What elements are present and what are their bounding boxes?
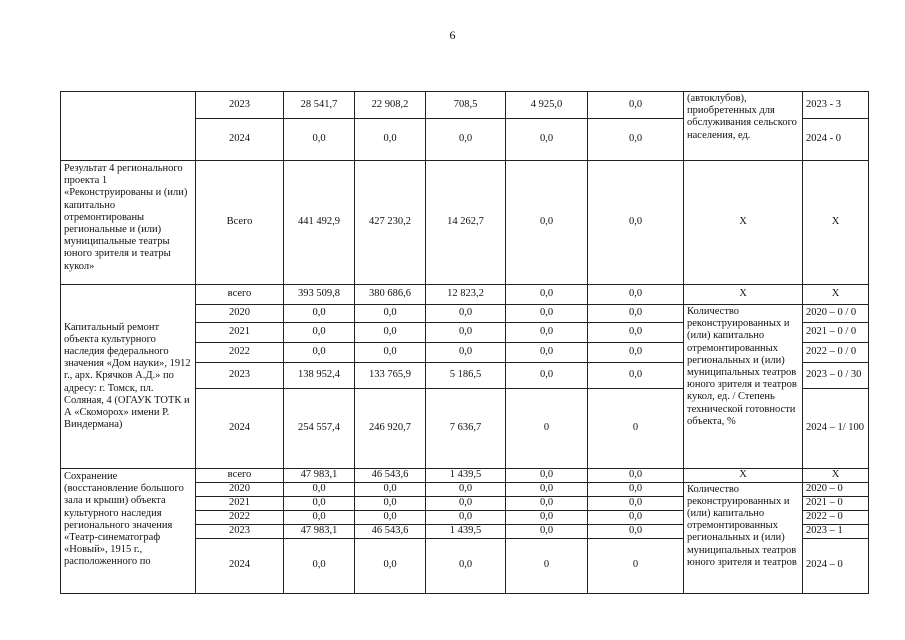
table-row bbox=[61, 285, 869, 305]
other-cell: 0,0 bbox=[588, 469, 684, 483]
municipal-cell: 0,0 bbox=[506, 343, 588, 363]
total-cell: 254 557,4 bbox=[284, 389, 355, 469]
federal-cell: 0,0 bbox=[355, 538, 426, 593]
regional-cell: 0,0 bbox=[426, 305, 506, 323]
federal-cell: 0,0 bbox=[355, 119, 426, 161]
other-cell: 0,0 bbox=[588, 285, 684, 305]
regional-cell: 7 636,7 bbox=[426, 389, 506, 469]
municipal-cell: 0,0 bbox=[506, 510, 588, 524]
target-cell: X bbox=[803, 161, 869, 285]
regional-cell: 0,0 bbox=[426, 510, 506, 524]
total-cell: 441 492,9 bbox=[284, 161, 355, 285]
indicator-cell: Количество реконструированных и (или) капитально отремонтированных региональных и (или) муниципальных театров юного зрителя и театров кукол, ед. / Степень технической готовности объекта, % bbox=[684, 305, 803, 469]
year-cell: 2024 bbox=[196, 389, 284, 469]
municipal-cell: 0,0 bbox=[506, 496, 588, 510]
municipal-cell: 0,0 bbox=[506, 285, 588, 305]
total-cell: 393 509,8 bbox=[284, 285, 355, 305]
municipal-cell: 0 bbox=[506, 538, 588, 593]
target-cell: 2021 – 0 / 0 bbox=[803, 323, 869, 343]
event-name-cell: Капитальный ремонт объекта культурного наследия федерального значения «Дом науки», 1912 г., арх. Крячков А.Д.» по адресу: г. Томск, пл. Соляная, 4 (ОГАУК ТОТК и А «Скоморох» имени Р. Виндермана) bbox=[61, 285, 196, 469]
total-cell: 0,0 bbox=[284, 538, 355, 593]
target-cell: 2022 – 0 bbox=[803, 510, 869, 524]
table-row bbox=[61, 161, 869, 285]
federal-cell: 46 543,6 bbox=[355, 524, 426, 538]
regional-cell: 0,0 bbox=[426, 482, 506, 496]
municipal-cell: 0,0 bbox=[506, 482, 588, 496]
federal-cell: 22 908,2 bbox=[355, 92, 426, 119]
total-cell: 47 983,1 bbox=[284, 469, 355, 483]
municipal-cell: 4 925,0 bbox=[506, 92, 588, 119]
municipal-cell: 0,0 bbox=[506, 363, 588, 389]
total-cell: 0,0 bbox=[284, 482, 355, 496]
year-cell: 2024 bbox=[196, 119, 284, 161]
event-name-cell: Результат 4 регионального проекта 1 «Реконструированы и (или) капитально отремонтированы региональные и (или) муниципальные театры юного зрителя и театры кукол» bbox=[61, 161, 196, 285]
budget-table bbox=[60, 91, 869, 594]
other-cell: 0,0 bbox=[588, 305, 684, 323]
year-cell: всего bbox=[196, 469, 284, 483]
target-cell: 2024 – 0 bbox=[803, 538, 869, 593]
federal-cell: 246 920,7 bbox=[355, 389, 426, 469]
other-cell: 0,0 bbox=[588, 119, 684, 161]
federal-cell: 0,0 bbox=[355, 482, 426, 496]
federal-cell: 0,0 bbox=[355, 510, 426, 524]
event-name-cell: Сохранение (восстановление большого зала и крыши) объекта культурного наследия регионального значения «Театр-синематограф «Новый», 1915 г., расположенного по bbox=[61, 469, 196, 594]
regional-cell: 14 262,7 bbox=[426, 161, 506, 285]
other-cell: 0,0 bbox=[588, 510, 684, 524]
year-cell: всего bbox=[196, 285, 284, 305]
year-cell: 2021 bbox=[196, 323, 284, 343]
year-cell: 2023 bbox=[196, 524, 284, 538]
federal-cell: 0,0 bbox=[355, 496, 426, 510]
other-cell: 0,0 bbox=[588, 161, 684, 285]
regional-cell: 12 823,2 bbox=[426, 285, 506, 305]
other-cell: 0,0 bbox=[588, 363, 684, 389]
federal-cell: 427 230,2 bbox=[355, 161, 426, 285]
regional-cell: 0,0 bbox=[426, 323, 506, 343]
target-cell: X bbox=[803, 469, 869, 483]
municipal-cell: 0,0 bbox=[506, 305, 588, 323]
federal-cell: 0,0 bbox=[355, 305, 426, 323]
total-cell: 0,0 bbox=[284, 119, 355, 161]
total-cell: 0,0 bbox=[284, 510, 355, 524]
target-cell: 2023 - 3 bbox=[803, 92, 869, 119]
federal-cell: 0,0 bbox=[355, 343, 426, 363]
target-cell: 2020 – 0 / 0 bbox=[803, 305, 869, 323]
target-cell: 2024 – 1/ 100 bbox=[803, 389, 869, 469]
regional-cell: 0,0 bbox=[426, 538, 506, 593]
year-cell: 2024 bbox=[196, 538, 284, 593]
total-cell: 138 952,4 bbox=[284, 363, 355, 389]
other-cell: 0,0 bbox=[588, 92, 684, 119]
municipal-cell: 0,0 bbox=[506, 524, 588, 538]
other-cell: 0 bbox=[588, 389, 684, 469]
target-cell: 2022 – 0 / 0 bbox=[803, 343, 869, 363]
regional-cell: 1 439,5 bbox=[426, 524, 506, 538]
target-cell: 2023 – 0 / 30 bbox=[803, 363, 869, 389]
page-number: 6 bbox=[449, 28, 456, 42]
federal-cell: 0,0 bbox=[355, 323, 426, 343]
target-cell: 2024 - 0 bbox=[803, 119, 869, 161]
year-cell: 2020 bbox=[196, 482, 284, 496]
indicator-cell: X bbox=[684, 469, 803, 483]
other-cell: 0,0 bbox=[588, 496, 684, 510]
regional-cell: 5 186,5 bbox=[426, 363, 506, 389]
federal-cell: 133 765,9 bbox=[355, 363, 426, 389]
regional-cell: 0,0 bbox=[426, 496, 506, 510]
regional-cell: 1 439,5 bbox=[426, 469, 506, 483]
other-cell: 0,0 bbox=[588, 524, 684, 538]
regional-cell: 708,5 bbox=[426, 92, 506, 119]
year-cell: 2023 bbox=[196, 92, 284, 119]
municipal-cell: 0,0 bbox=[506, 469, 588, 483]
other-cell: 0,0 bbox=[588, 323, 684, 343]
municipal-cell: 0,0 bbox=[506, 119, 588, 161]
indicator-cell: X bbox=[684, 161, 803, 285]
target-cell: 2020 – 0 bbox=[803, 482, 869, 496]
year-cell: 2022 bbox=[196, 510, 284, 524]
other-cell: 0 bbox=[588, 538, 684, 593]
municipal-cell: 0,0 bbox=[506, 323, 588, 343]
year-cell: 2023 bbox=[196, 363, 284, 389]
target-cell: X bbox=[803, 285, 869, 305]
federal-cell: 46 543,6 bbox=[355, 469, 426, 483]
municipal-cell: 0,0 bbox=[506, 161, 588, 285]
year-cell: 2022 bbox=[196, 343, 284, 363]
municipal-cell: 0 bbox=[506, 389, 588, 469]
event-name-cell bbox=[61, 92, 196, 161]
target-cell: 2021 – 0 bbox=[803, 496, 869, 510]
year-cell: 2021 bbox=[196, 496, 284, 510]
total-cell: 0,0 bbox=[284, 343, 355, 363]
year-cell: Всего bbox=[196, 161, 284, 285]
total-cell: 28 541,7 bbox=[284, 92, 355, 119]
regional-cell: 0,0 bbox=[426, 343, 506, 363]
regional-cell: 0,0 bbox=[426, 119, 506, 161]
total-cell: 0,0 bbox=[284, 323, 355, 343]
target-cell: 2023 – 1 bbox=[803, 524, 869, 538]
other-cell: 0,0 bbox=[588, 343, 684, 363]
federal-cell: 380 686,6 bbox=[355, 285, 426, 305]
year-cell: 2020 bbox=[196, 305, 284, 323]
total-cell: 0,0 bbox=[284, 496, 355, 510]
indicator-cell: Количество реконструированных и (или) капитально отремонтированных региональных и (или) муниципальных театров юного зрителя и театров bbox=[684, 482, 803, 593]
indicator-cell: X bbox=[684, 285, 803, 305]
indicator-cell: (автоклубов), приобретенных для обслуживания сельского населения, ед. bbox=[684, 92, 803, 161]
table-row bbox=[61, 469, 869, 483]
table-row bbox=[61, 92, 869, 119]
other-cell: 0,0 bbox=[588, 482, 684, 496]
total-cell: 0,0 bbox=[284, 305, 355, 323]
total-cell: 47 983,1 bbox=[284, 524, 355, 538]
